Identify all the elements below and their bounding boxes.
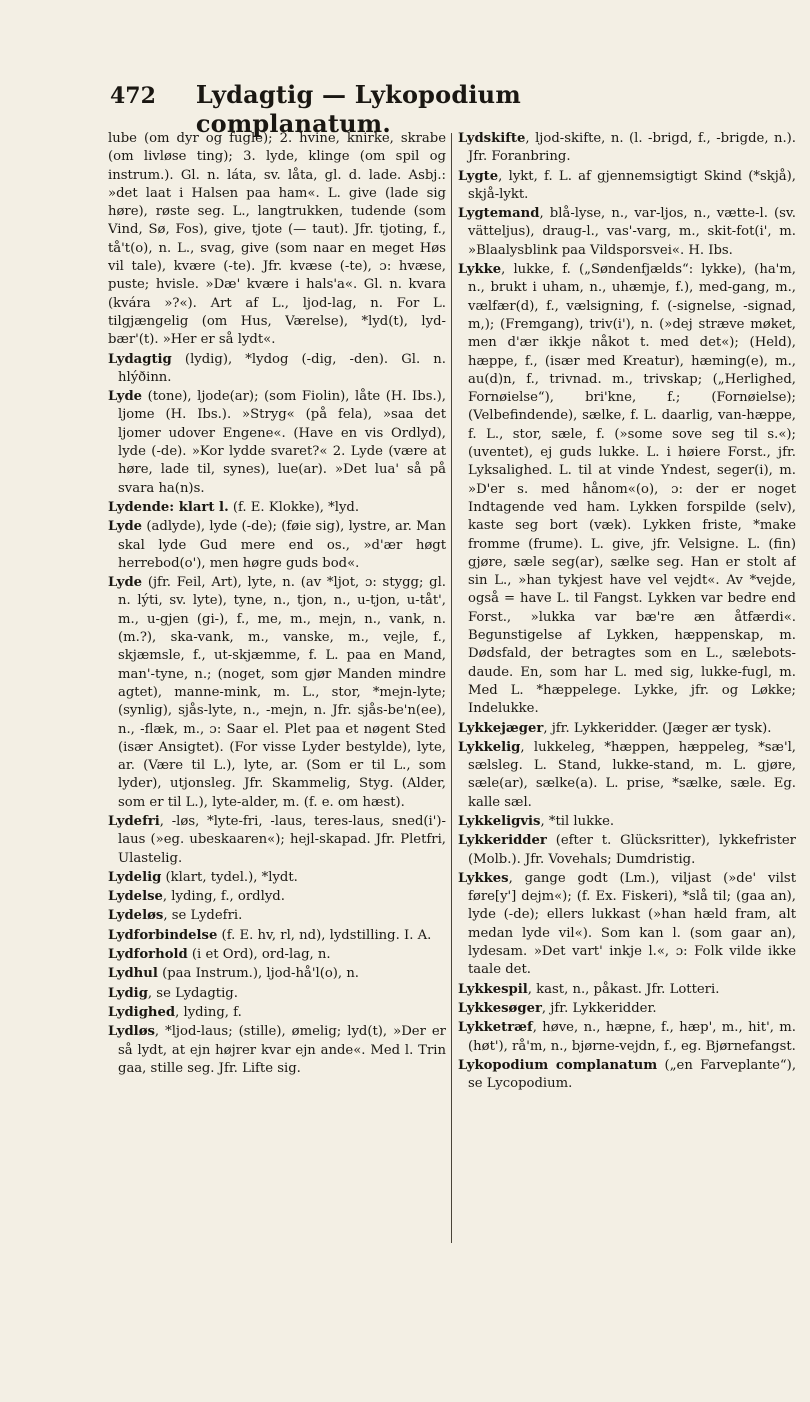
dictionary-entry [108,927,446,945]
entry-body: , gange godt (Lm.), viljast (»de' vilst føre[y'] dejm«); (f. Ex. Fiskeri), *slå til; (gaa an), lyde (-de); ellers lukkast (»han hæld fram, alt medan lyde vil«). Som kan l. (som gaar an), lydesam. »Det vart' inkje l.«, ɔ: Folk vilde ikke taale det. [468,870,796,978]
dictionary-entry [108,985,446,1003]
entry-body: , jfr. Lykkeridder. [541,1000,657,1016]
entry-headword: Lyde [108,575,143,591]
entry-body: , lyding, f., ordlyd. [162,889,285,905]
entry-headword: Lydelig [108,869,162,885]
dictionary-entry [458,870,796,980]
dictionary-entry [108,907,446,925]
dictionary-entry [108,965,446,983]
dictionary-entry [108,574,446,812]
entry-headword: Lydende: klart l. [108,499,229,515]
entry-headword: Lydighed [108,1004,176,1020]
entry-body: (klart, tydel.), *lydt. [161,869,298,885]
dictionary-entry [108,1023,446,1078]
entry-headword: Lygtemand [458,206,540,222]
entry-headword: Lykkeligvis [458,813,541,829]
entry-body: , lyding, f. [175,1004,242,1020]
entry-body: , lukke, f. („Søndenfjælds“: lykke), (ha'm, n., brukt i uham, n., uhæmje, f.), med-gang, m., vælfær(d), f., vælsigning, f. (-signelse, -signad, m,); (Fremgang), triv(i'), n. (»dej stræve møket, men d'ær ikkje nåkot t. med det«); (Held), hæppe, f., (især med Kreatur), hæming(e), m., au(d)n, f., trivnad. m., trivskap; („Herlighed, Fornøielse“), bri'kne, f.; (Fornøielse); (Velbefindende), sælke, f. L. daarlig, van-hæppe, f. L., stor, sæle, f. (»some sove seg til s.«); (uventet), ej guds lukke. L. i høiere Forst., jfr. Lyksalighed. L. til at vinde Yndest, seger(i), m. »D'er s. med hånom«(o), ɔ: der er noget Indtagende ved ham. Lykken forspilde (selv), kaste seg bort (væk). Lykken friste, *make fromme (frume). L. give, jfr. Velsigne. L. (fin) gjøre, sæle seg(ar), sælke seg. Han er stolt af sin L., »han tykjest have vel vejdt«. Av *vejde, også = have L. til Fangst. Lykken var bedre end Forst., »lukka var bæ're æn åtfærdi«. Begunstigelse af Lykken, hæppenskap, m. Dødsfald, der betragtes som en L., sælebots-daude. En, som har L. med sig, lukke-fugl, m. Med L. *hæppelege. Lykke, jfr. og Løkke; Indelukke. [468,262,796,717]
entry-headword: Lydig [108,985,148,1001]
entry-body: , se Lydagtig. [147,985,238,1001]
entry-body: , -løs, *lyte-fri, -laus, teres-laus, sned(i')-laus (»eg. ubeskaaren«); hejl-skapad. Jfr. Pletfri, Ulastelig. [118,813,446,866]
entry-body: , høve, n., hæpne, f., hæp', m., hit', m. (høt'), rå'm, n., bjørne-vejdn, f., eg. Bjørnefangst. [468,1020,796,1054]
dictionary-entry [458,168,796,205]
entry-body: (paa Instrum.), ljod-hå'l(o), n. [157,966,360,982]
entry-headword: Lykkes [458,870,509,886]
dictionary-entry [458,1057,796,1094]
entry-headword: Lykkeridder [458,833,547,849]
entry-headword: Lykkejæger [458,720,544,736]
dictionary-entry [108,888,446,906]
entry-headword: Lyde [108,519,143,535]
entry-headword: Lydskifte [458,131,526,146]
dictionary-entry [108,869,446,887]
entry-body: , jfr. Lykkeridder. (Jæger ær tysk). [543,720,772,736]
dictionary-entry [458,739,796,812]
entry-headword: Lydelse [108,889,163,905]
entry-body: („en Farveplante“), se Lycopodium. [468,1057,796,1092]
dictionary-entry [458,1019,796,1056]
dictionary-entry [458,832,796,869]
entry-headword: Lykketræf [458,1020,533,1036]
entry-body: , lukkeleg, *hæppen, hæppeleg, *sæ'l, sælsleg. L. Stand, lukke-stand, m. L. gjøre, sæle(ar), sælke(a). L. prise, *sælke, sæle. Eg. kalle sæl. [468,739,796,810]
entry-body: (f. E. Klokke), *lyd. [228,499,360,515]
entry-body: (f. E. hv, rl, nd), lydstilling. I. A. [217,927,432,943]
page-header [110,80,700,138]
entry-body: (jfr. Feil, Art), lyte, n. (av *ljot, ɔ: stygg; gl. n. lýti, sv. lyte), tyne, n., tjon, n., u-tjon, u-tåt', m., u-gjen (gi-), f., me, m., mejn, n., vank, n. (m.?), ska-vank, m., vanske, m., vejle, f., skjæmsle, f., ut-skjæmme, f. L. paa en Mand, man'-tyne, n.; (noget, som gjør Manden mindre agtet), manne-mink, m. L., stor, *mejn-lyte; (synlig), sjås-lyte, n., -mejn, n. Jfr. sjås-be'n(ee), n., -flæk, m., ɔ: Saar el. Plet paa et nøgent Sted (især Ansigtet). (For visse Lyder bestylde), lyte, ar. (Være til L.), lyte, ar. (Som er til L., som lyder), utjonsleg. Jfr. Skammelig, Styg. (Alder, som er til L.), lyte-alder, m. (f. e. om hæst). [118,575,446,810]
dictionary-entry [108,130,446,350]
entry-body: (tone), ljode(ar); (som Fiolin), låte (H. Ibs.), ljome (H. Ibs.). »Stryg« (på fela), »saa det ljomer udover Engene«. (Have en vis Ordlyd), lyde (-de). »Kor lydde svaret?« 2. Lyde (være at høre, lade til, synes), lue(ar). »Det lua' så på svara ha(n)s. [118,389,446,496]
entry-headword: Lykkesøger [458,1000,542,1016]
entry-headword: Lyde [108,389,143,405]
dictionary-entry [458,981,796,999]
entry-headword: Lydforbindelse [108,927,218,943]
entry-body: , kast, n., påkast. Jfr. Lotteri. [527,981,720,997]
right-column [458,130,796,1130]
entry-headword: Lykke [458,262,502,278]
dictionary-entry [108,518,446,573]
entry-headword: Lykkespil [458,981,528,997]
entry-body: , blå-lyse, n., var-ljos, n., vætte-l. (sv. vätteljus), draug-l., vas'-varg, m., skit-fot(i', m. »Blaalysblink paa Vildsporsvei«. H. Ibs. [468,206,796,258]
column-divider [451,133,452,1243]
entry-headword: Lydløs [108,1024,155,1040]
left-column [108,130,446,1245]
page-number: 472 [110,83,156,109]
dictionary-entry [108,499,446,517]
entry-headword: Lydagtig [108,351,172,367]
dictionary-entry [458,1000,796,1018]
entry-body: (adlyde), lyde (-de); (føie sig), lystre, ar. Man skal lyde Gud mere end os., »d'ær høgt herrebod(o'), men høgre guds bod«. [118,519,446,571]
entry-body: , se Lydefri. [163,908,243,924]
entry-headword: Lygte [458,168,499,184]
entry-body: , *ljod-laus; (stille), ømelig; lyd(t), »Der er så lydt, at ejn højrer kvar ejn ande«. Med l. Trin gaa, stille seg. Jfr. Lifte sig. [118,1024,446,1076]
entry-body: (lydig), *lydog (-dig, -den). Gl. n. hlýðinn. [118,351,446,385]
entry-body: (efter t. Glücksritter), lykkefrister (Molb.). Jfr. Vovehals; Dumdristig. [468,833,796,867]
dictionary-entry [458,130,796,167]
entry-headword: Lydefri [108,813,160,829]
entry-body: (i et Ord), ord-lag, n. [187,947,331,963]
entry-headword: Lydeløs [108,908,164,924]
dictionary-entry [458,720,796,738]
dictionary-entry [108,1004,446,1022]
dictionary-entry [458,813,796,831]
entry-body: , ljod-skifte, n. (l. -brigd, f., -brigde, n.). Jfr. Foranbring. [468,131,796,165]
entry-headword: Lykkelig [458,739,521,755]
entry-body: lube (om dyr og fugle); 2. hvine, knirke, skrabe (om livløse ting); 3. lyde, klinge (om spil og instrum.). Gl. n. láta, sv. låta, gl. d. lade. Asbj.: »det laat i Halsen paa ham«. L. give (lade sig høre), røste seg. L., langtrukken, tudende (som Vind, Sø, Fos), give, tjote (— taut). Jfr. tjoting, f., tå't(o), n. L., svag, give (som naar en meget Høs vil tale), kvære (-te). Jfr. kvæse (-te), ɔ: hvæse, puste; hvisle. »Dæ' kvære i hals'a«. Gl. n. kvara (kvára »?«). Art af L., ljod-lag, n. For L. tilgjængelig (om Hus, Værelse), *lyd(t), lyd-bær'(t). »Her er så lydt«. [108,131,446,348]
dictionary-entry [108,388,446,498]
entry-body: , lykt, f. L. af gjennemsigtigt Skind (*skjå), skjå-lykt. [468,168,796,202]
dictionary-entry [458,205,796,260]
dictionary-entry [108,813,446,868]
dictionary-entry [108,351,446,388]
entry-headword: Lydforhold [108,947,188,963]
dictionary-entry [458,261,796,718]
running-title: Lydagtig — Lykopodium complanatum. [195,80,521,138]
entry-headword: Lykopodium complanatum [458,1057,658,1073]
dictionary-entry [108,946,446,964]
entry-body: , *til lukke. [540,813,615,829]
entry-headword: Lydhul [108,966,158,982]
